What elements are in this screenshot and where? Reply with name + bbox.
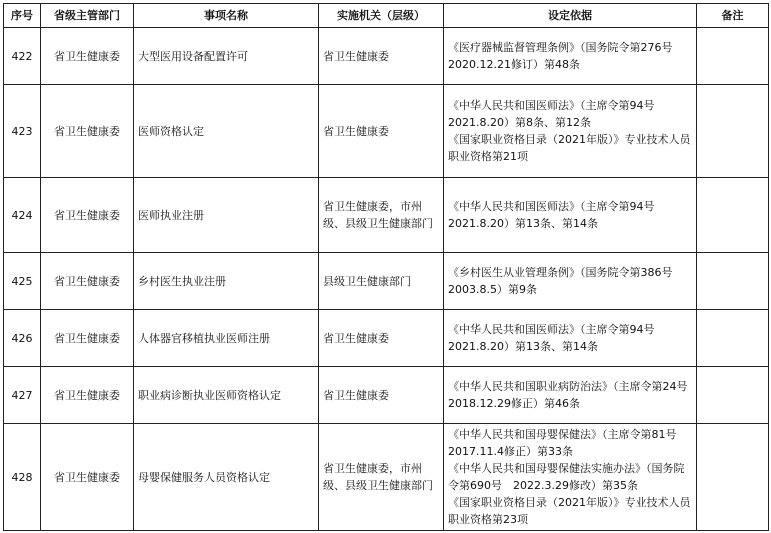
legal-basis-entry: 《中华人民共和国医师法》（主席令第94号 2021.8.20）第13条、第14条 [448,323,666,353]
row-legal-basis [444,367,697,424]
row-legal-basis [444,310,697,367]
row-item-name: 医师执业注册 [134,178,319,253]
table-row [4,367,769,424]
row-implementing-agency: 省卫生健康委，市州级、县级卫生健康部门 [319,178,444,253]
legal-basis-entry: 《中华人民共和国职业病防治法》（主席令第24号 2018.12.29修正）第46条 [448,380,699,410]
table-row [4,310,769,367]
header-item: 事项名称 [134,4,319,28]
table-row [4,253,769,310]
legal-basis-entry: 《中华人民共和国母婴保健法实施办法》（国务院令第690号 2022.3.29修改）第35条 [448,462,685,492]
legal-basis-entry: 《中华人民共和国医师法》（主席令第94号 2021.8.20）第13条、第14条 [448,200,666,230]
table-row [4,85,769,178]
header-row [4,4,769,28]
row-number: 422 [4,28,41,85]
header-note: 备注 [697,4,769,28]
legal-basis-entry: 《医疗器械监督管理条例》（国务院令第276号 2020.12.21修订）第48条 [448,41,684,71]
table-row [4,424,769,531]
header-dept: 省级主管部门 [41,4,134,28]
legal-basis-entry: 《中华人民共和国母婴保健法》（主席令第81号 2017.11.4修正）第33条 [448,428,688,458]
row-legal-basis [444,85,697,178]
row-department: 省卫生健康委 [41,424,134,531]
row-legal-basis [444,178,697,253]
table-row [4,178,769,253]
row-remarks [697,367,769,424]
legal-basis-entry: 《国家职业资格目录（2021年版）》专业技术人员职业资格第21项 [448,133,691,163]
header-no: 序号 [4,4,41,28]
row-item-name: 母婴保健服务人员资格认定 [134,424,319,531]
row-remarks [697,310,769,367]
table-row [4,28,769,85]
table-body [4,28,769,531]
row-item-name: 人体器官移植执业医师注册 [134,310,319,367]
row-item-name: 医师资格认定 [134,85,319,178]
row-item-name: 乡村医生执业注册 [134,253,319,310]
row-department: 省卫生健康委 [41,28,134,85]
row-implementing-agency: 省卫生健康委 [319,28,444,85]
row-remarks [697,85,769,178]
row-department: 省卫生健康委 [41,178,134,253]
row-number: 425 [4,253,41,310]
header-org: 实施机关（层级） [319,4,444,28]
row-number: 423 [4,85,41,178]
legal-basis-entry: 《乡村医生从业管理条例》（国务院令第386号 2003.8.5）第9条 [448,266,684,296]
row-remarks [697,178,769,253]
row-implementing-agency: 省卫生健康委 [319,367,444,424]
row-item-name: 职业病诊断执业医师资格认定 [134,367,319,424]
legal-basis-entry: 《中华人民共和国医师法》（主席令第94号 2021.8.20）第8条、第12条 [448,99,666,129]
row-number: 428 [4,424,41,531]
row-implementing-agency: 省卫生健康委 [319,85,444,178]
row-department: 省卫生健康委 [41,310,134,367]
header-basis: 设定依据 [444,4,697,28]
row-number: 424 [4,178,41,253]
row-legal-basis [444,424,697,531]
row-remarks [697,28,769,85]
row-implementing-agency: 省卫生健康委 [319,310,444,367]
row-department: 省卫生健康委 [41,85,134,178]
row-number: 427 [4,367,41,424]
row-remarks [697,424,769,531]
admin-licensing-table [3,3,769,531]
row-item-name: 大型医用设备配置许可 [134,28,319,85]
row-department: 省卫生健康委 [41,367,134,424]
row-implementing-agency: 县级卫生健康部门 [319,253,444,310]
row-remarks [697,253,769,310]
row-department: 省卫生健康委 [41,253,134,310]
row-implementing-agency: 省卫生健康委，市州级、县级卫生健康部门 [319,424,444,531]
legal-basis-entry: 《国家职业资格目录（2021年版）》专业技术人员职业资格第23项 [448,496,691,526]
row-legal-basis [444,253,697,310]
row-number: 426 [4,310,41,367]
row-legal-basis [444,28,697,85]
